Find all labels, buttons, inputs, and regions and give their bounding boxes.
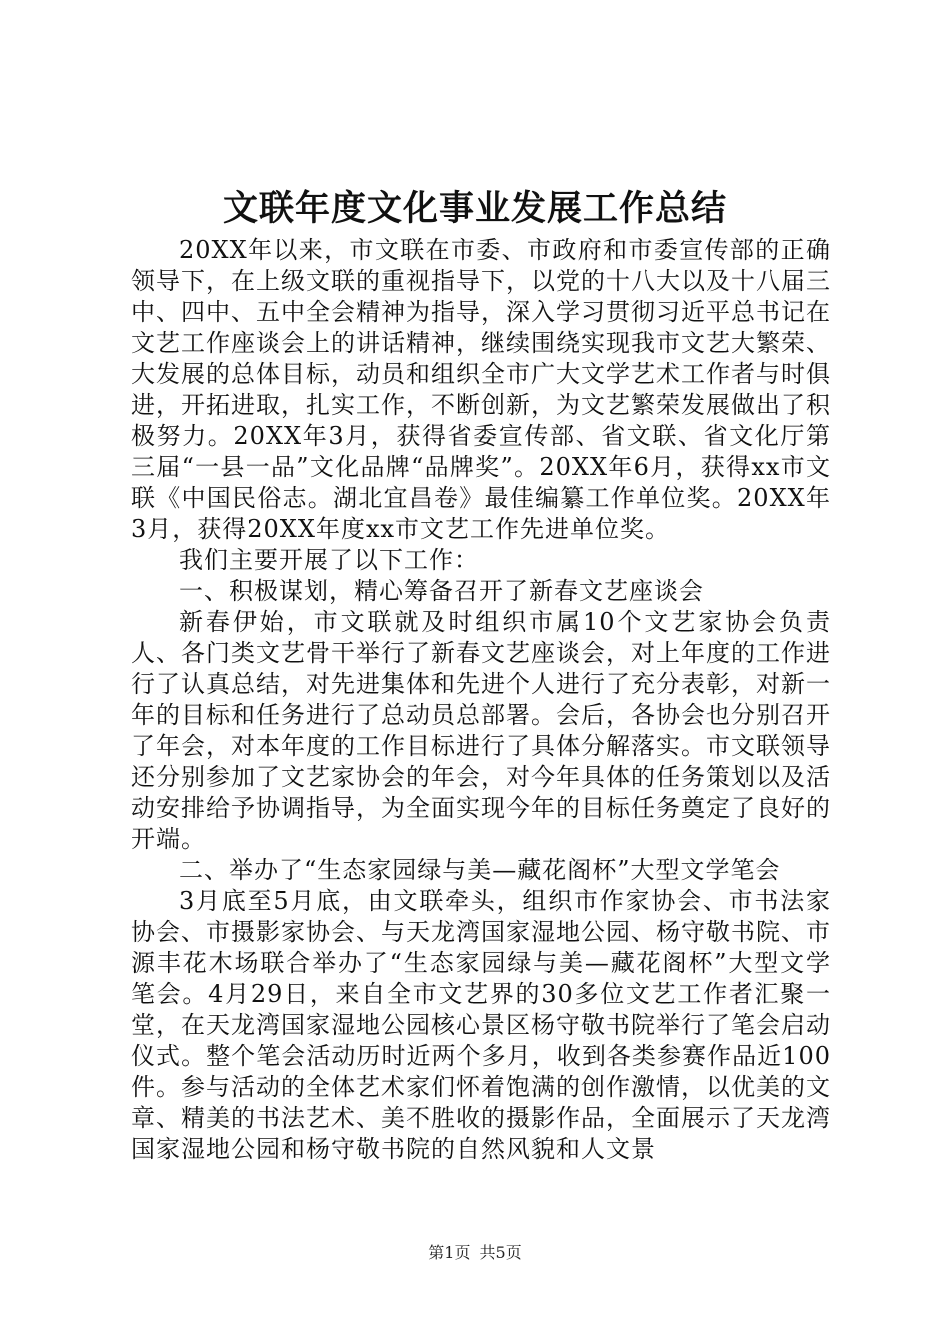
paragraph-overview: 我们主要开展了以下工作： — [179, 546, 479, 574]
document-title: 文联年度文化事业发展工作总结 — [222, 189, 727, 229]
section-heading-1: 一、积极谋划，精心筹备召开了新春文艺座谈会 — [179, 577, 704, 605]
paragraph-section-2: 3月底至5月底，由文联牵头，组织市作家协会、市书法家协会、市摄影家协会、与天龙湾国家湿地公园、杨守敬书院、市源丰花木场联合举办了“生态家园绿与美—藏花阁杯”大型文学笔会。4月29日，来自全市文艺界的30多位文艺工作者汇聚一堂，在天龙湾国家湿地公园核心景区杨守敬书院举行了笔会启动仪式。整个笔会活动历时近两个多月，收到各类参赛作品近100件。参与活动的全体艺术家们怀着饱满的创作激情，以优美的文章、精美的书法艺术、美不胜收的摄影作品，全面展示了天龙湾国家湿地公园和杨守敬书院的自然风貌和人文景 — [131, 887, 831, 1163]
page-number: 第1页 — [428, 1243, 471, 1262]
paragraph-intro: 20XX年以来，市文联在市委、市政府和市委宣传部的正确领导下，在上级文联的重视指导下，以党的十八大以及十八届三中、四中、五中全会精神为指导，深入学习贯彻习近平总书记在文艺工作座谈会上的讲话精神，继续围绕实现我市文艺大繁荣、大发展的总体目标，动员和组织全市广大文学艺术工作者与时俱进，开拓进取，扎实工作，不断创新，为文艺繁荣发展做出了积极努力。20XX年3月，获得省委宣传部、省文联、省文化厅第三届“一县一品”文化品牌“品牌奖”。20XX年6月，获得xx市文联《中国民俗志。湖北宜昌卷》最佳编纂工作单位奖。20XX年3月，获得20XX年度xx市文艺工作先进单位奖。 — [131, 236, 831, 543]
section-heading-2: 二、举办了“生态家园绿与美—藏花阁杯”大型文学笔会 — [179, 856, 781, 884]
page-total: 共5页 — [479, 1243, 522, 1262]
document-body — [131, 235, 831, 1165]
paragraph-section-1: 新春伊始，市文联就及时组织市属10个文艺家协会负责人、各门类文艺骨干举行了新春文艺座谈会，对上年度的工作进行了认真总结，对先进集体和先进个人进行了充分表彰，对新一年的目标和任务进行了总动员总部署。会后，各协会也分别召开了年会，对本年度的工作目标进行了具体分解落实。市文联领导还分别参加了文艺家协会的年会，对今年具体的任务策划以及活动安排给予协调指导，为全面实现今年的目标任务奠定了良好的开端。 — [131, 608, 831, 853]
page-footer — [0, 1243, 950, 1263]
